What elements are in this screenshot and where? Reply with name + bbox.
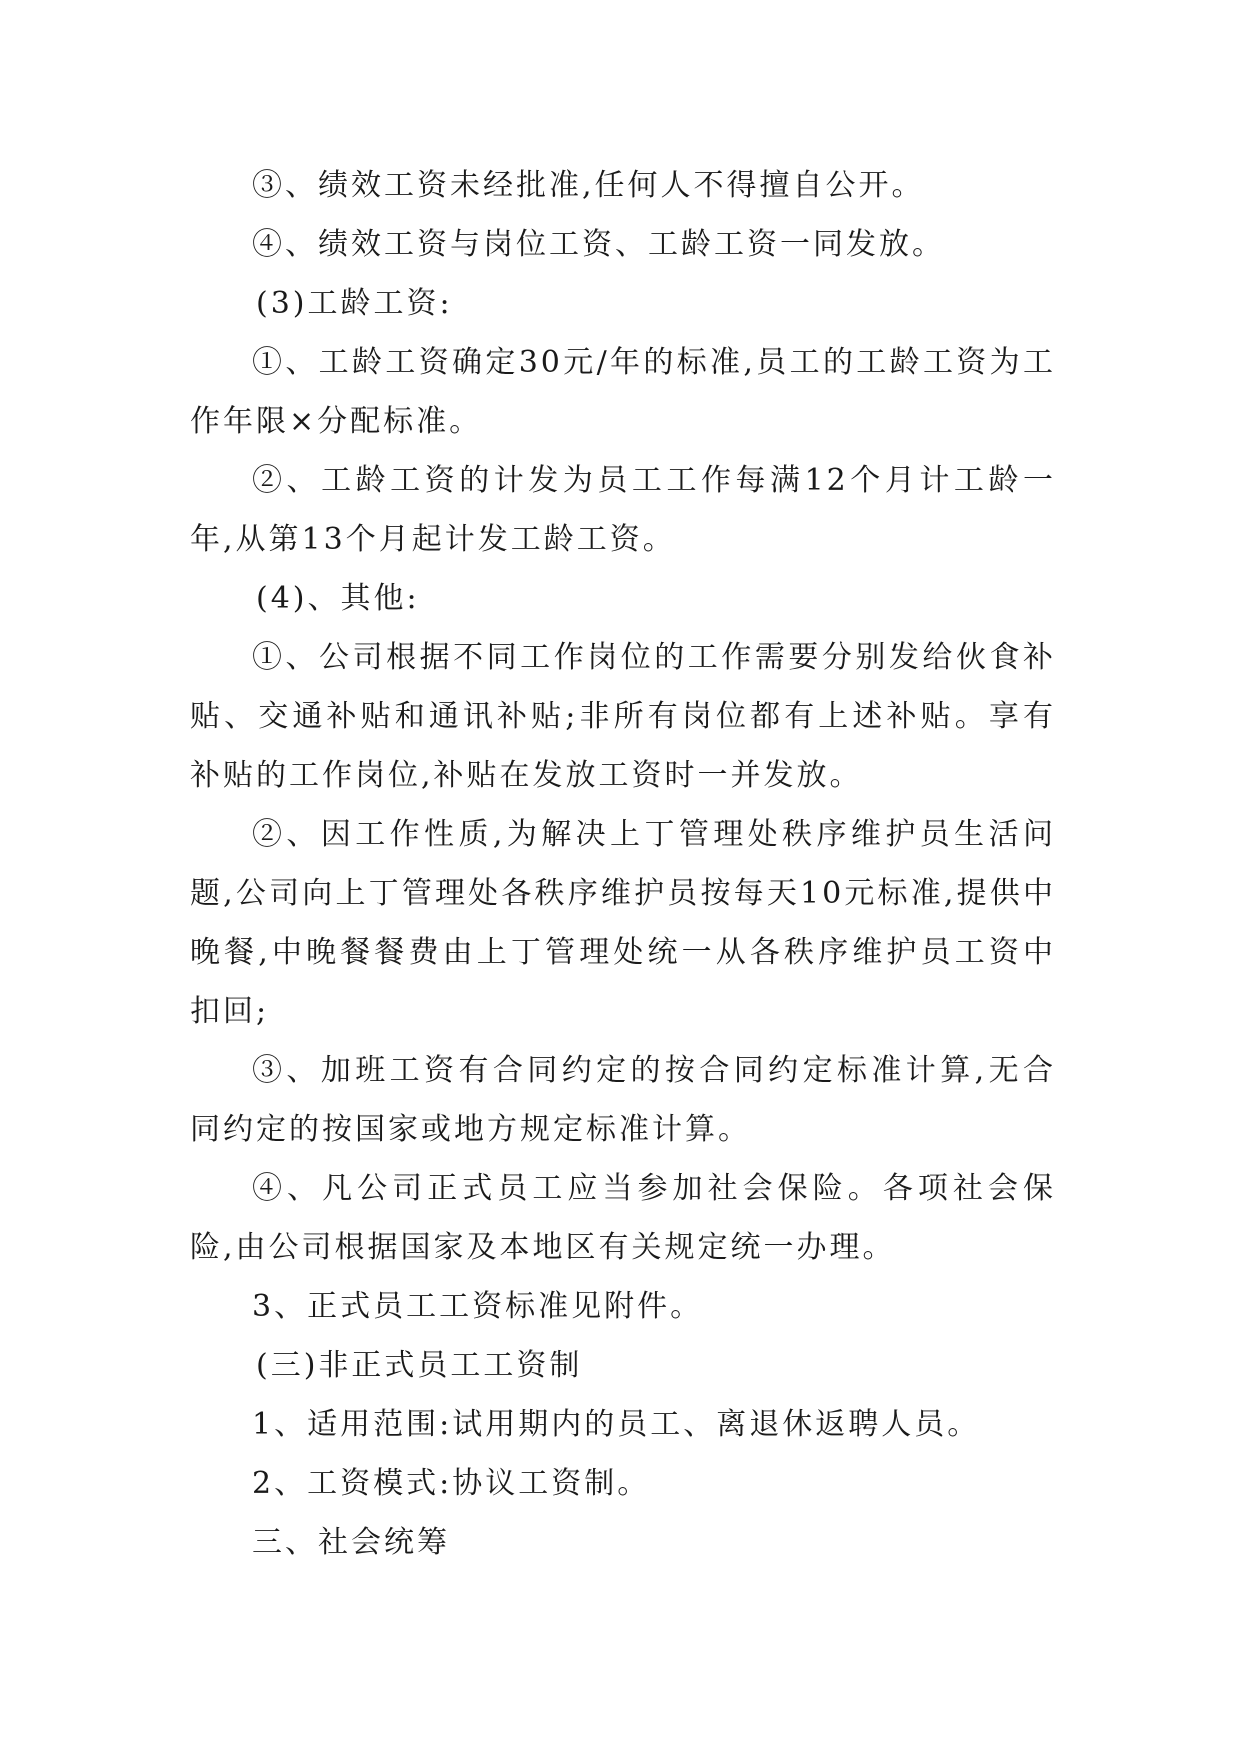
section-heading-other: (4)、其他: <box>256 581 420 616</box>
paragraph-seniority-pay-calculation: ②、工龄工资的计发为员工工作每满12个月计工龄一年,从第13个月起计发工龄工资。 <box>190 463 1056 557</box>
paragraph-performance-pay-issued: ④、绩效工资与岗位工资、工龄工资一同发放。 <box>252 227 945 262</box>
paragraph-performance-pay-confidential: ③、绩效工资未经批准,任何人不得擅自公开。 <box>252 168 925 203</box>
paragraph-scope: 1、适用范围:试用期内的员工、离退休返聘人员。 <box>252 1407 981 1442</box>
paragraph-meal-provision: ②、因工作性质,为解决上丁管理处秩序维护员生活问题,公司向上丁管理处各秩序维护员按每天10元标准,提供中晚餐,中晚餐餐费由上丁管理处统一从各秩序维护员工资中扣回; <box>190 817 1056 1029</box>
paragraph-overtime-pay: ③、加班工资有合同约定的按合同约定标准计算,无合同约定的按国家或地方规定标准计算。 <box>190 1053 1056 1147</box>
paragraph-pay-mode: 2、工资模式:协议工资制。 <box>252 1466 651 1501</box>
paragraph-social-insurance: ④、凡公司正式员工应当参加社会保险。各项社会保险,由公司根据国家及本地区有关规定统一办理。 <box>190 1171 1056 1265</box>
document-body <box>190 156 1056 1572</box>
section-heading-seniority-pay: (3)工龄工资: <box>256 286 453 321</box>
paragraph-seniority-pay-standard: ①、工龄工资确定30元/年的标准,员工的工龄工资为工作年限×分配标准。 <box>190 345 1056 439</box>
section-heading-non-regular-staff: (三)非正式员工工资制 <box>256 1348 583 1383</box>
paragraph-salary-standard-appendix: 3、正式员工工资标准见附件。 <box>252 1289 704 1324</box>
paragraph-allowances: ①、公司根据不同工作岗位的工作需要分别发给伙食补贴、交通补贴和通讯补贴;非所有岗位都有上述补贴。享有补贴的工作岗位,补贴在发放工资时一并发放。 <box>190 640 1056 793</box>
section-heading-social-pooling: 三、社会统筹 <box>252 1525 450 1560</box>
